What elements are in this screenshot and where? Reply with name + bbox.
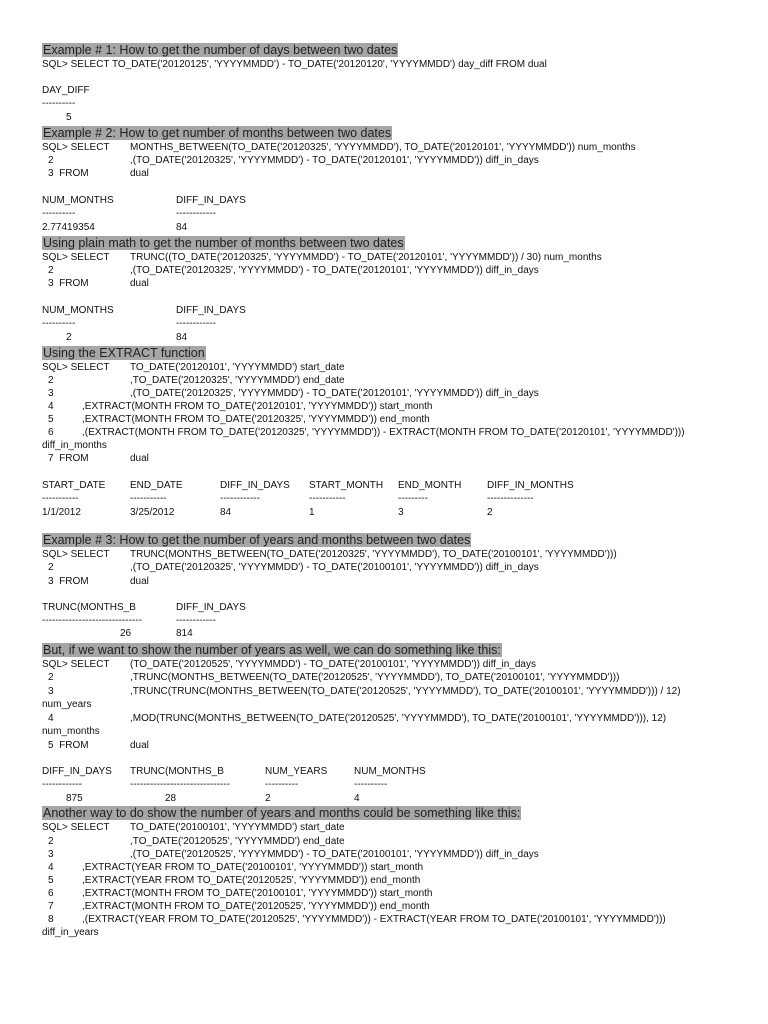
sql-line: TRUNC(MONTHS_BETWEEN(TO_DATE('20120325', 'YYYYMMDD'), TO_DATE('20100101', 'YYYYMMDD'))) [130, 549, 617, 560]
sql-line: ,(TO_DATE('20120325', 'YYYYMMDD') - TO_DATE('20120101', 'YYYYMMDD')) diff_in_days [130, 265, 539, 276]
sql-line: ,(TO_DATE('20120325', 'YYYYMMDD') - TO_DATE('20120101', 'YYYYMMDD')) diff_in_days [130, 155, 539, 166]
column-separator: ------------ [42, 779, 82, 790]
column-header: DIFF_IN_DAYS [176, 195, 246, 206]
sql-prompt: SQL> SELECT [42, 142, 110, 153]
column-header: START_MONTH [309, 480, 384, 491]
sql-line-number: 2 [48, 155, 54, 166]
result-value: 5 [66, 112, 72, 123]
section-heading-plain-math: Using plain math to get the number of months between two dates [43, 236, 404, 250]
sql-line: ,(EXTRACT(YEAR FROM TO_DATE('20120525', 'YYYYMMDD')) - EXTRACT(YEAR FROM TO_DATE('20100101', 'YYYYMMDD'))) [82, 914, 666, 925]
column-header: DIFF_IN_DAYS [176, 602, 246, 613]
result-value: 875 [66, 793, 83, 804]
sql-line: ,EXTRACT(MONTH FROM TO_DATE('20120525', 'YYYYMMDD')) end_month [82, 901, 430, 912]
sql-line: ,(EXTRACT(MONTH FROM TO_DATE('20120325', 'YYYYMMDD')) - EXTRACT(MONTH FROM TO_DATE('20120101', 'YYYYMMDD'))) [82, 427, 685, 438]
column-header: END_DATE [130, 480, 183, 491]
column-header: END_MONTH [398, 480, 462, 491]
sql-line-number: 6 [48, 888, 54, 899]
column-header: DIFF_IN_MONTHS [487, 480, 574, 491]
result-value: 84 [176, 332, 188, 343]
sql-line: ,TRUNC(MONTHS_BETWEEN(TO_DATE('20120525', 'YYYYMMDD'), TO_DATE('20100101', 'YYYYMMDD'))) [130, 672, 620, 683]
sql-line: TRUNC((TO_DATE('20120325', 'YYYYMMDD') - TO_DATE('20120101', 'YYYYMMDD')) / 30) num_months [130, 252, 602, 263]
sql-line: dual [130, 740, 149, 751]
sql-line-number: 3 [48, 388, 54, 399]
sql-line: dual [130, 278, 149, 289]
sql-line-number: 2 [48, 265, 54, 276]
sql-line: ,EXTRACT(MONTH FROM TO_DATE('20100101', 'YYYYMMDD')) start_month [82, 888, 433, 899]
column-separator: -------------- [487, 493, 534, 504]
result-value: 2 [66, 332, 72, 343]
sql-line-number: 5 [48, 875, 54, 886]
sql-line-number: 8 [48, 914, 54, 925]
sql-line: num_years [42, 699, 92, 710]
result-value: 2 [487, 507, 493, 518]
section-heading-years: But, if we want to show the number of years as well, we can do something like this: [43, 643, 501, 657]
sql-line-number: 2 [48, 375, 54, 386]
sql-line: ,(TO_DATE('20120325', 'YYYYMMDD') - TO_DATE('20100101', 'YYYYMMDD')) diff_in_days [130, 562, 539, 573]
sql-line-number: 2 [48, 562, 54, 573]
section-heading-example-3: Example # 3: How to get the number of years and months between two dates [43, 533, 471, 547]
column-header: NUM_MONTHS [42, 305, 114, 316]
sql-line-number: 3 FROM [48, 278, 89, 289]
column-separator: ---------- [265, 779, 299, 790]
column-separator: ------------ [220, 493, 260, 504]
sql-line: dual [130, 168, 149, 179]
sql-line: dual [130, 453, 149, 464]
column-separator: --------- [398, 493, 428, 504]
result-value: 28 [165, 793, 177, 804]
sql-line: TO_DATE('20120101', 'YYYYMMDD') start_date [130, 362, 345, 373]
column-separator: ---------- [42, 98, 76, 109]
column-header: TRUNC(MONTHS_B [130, 766, 224, 777]
section-heading-extract: Using the EXTRACT function [43, 346, 205, 360]
result-value: 1 [309, 507, 315, 518]
sql-line: num_months [42, 726, 100, 737]
result-value: 3 [398, 507, 404, 518]
sql-prompt: SQL> SELECT [42, 659, 110, 670]
sql-prompt: SQL> SELECT [42, 822, 110, 833]
sql-prompt: SQL> SELECT [42, 362, 110, 373]
section-heading-example-1: Example # 1: How to get the number of days between two dates [43, 43, 398, 57]
sql-prompt: SQL> SELECT [42, 549, 110, 560]
section-heading-example-2: Example # 2: How to get number of months between two dates [43, 126, 392, 140]
sql-line: ,TO_DATE('20120525', 'YYYYMMDD') end_date [130, 836, 345, 847]
result-value: 4 [354, 793, 360, 804]
column-separator: ------------------------------ [42, 615, 142, 626]
column-separator: ---------- [42, 318, 76, 329]
column-header: NUM_MONTHS [354, 766, 426, 777]
column-header: DIFF_IN_DAYS [176, 305, 246, 316]
column-header: START_DATE [42, 480, 106, 491]
sql-line: ,EXTRACT(MONTH FROM TO_DATE('20120325', 'YYYYMMDD')) end_month [82, 414, 430, 425]
column-separator: ---------- [42, 208, 76, 219]
result-value: 814 [176, 628, 193, 639]
column-separator: ----------- [130, 493, 167, 504]
sql-line: ,TRUNC(TRUNC(MONTHS_BETWEEN(TO_DATE('20120525', 'YYYYMMDD'), TO_DATE('20100101', 'YYYYMMDD'))) / 12) [130, 686, 681, 697]
result-value: 1/1/2012 [42, 507, 81, 518]
sql-prompt: SQL> SELECT [42, 252, 110, 263]
sql-line-number: 4 [48, 401, 54, 412]
column-header: DAY_DIFF [42, 85, 90, 96]
column-separator: ----------- [42, 493, 79, 504]
sql-line: dual [130, 576, 149, 587]
column-header: TRUNC(MONTHS_B [42, 602, 136, 613]
column-separator: ------------------------------ [130, 779, 230, 790]
sql-line-number: 4 [48, 713, 54, 724]
sql-line-number: 5 FROM [48, 740, 89, 751]
column-header: NUM_MONTHS [42, 195, 114, 206]
sql-line: ,EXTRACT(MONTH FROM TO_DATE('20120101', 'YYYYMMDD')) start_month [82, 401, 433, 412]
sql-line: ,MOD(TRUNC(MONTHS_BETWEEN(TO_DATE('20120525', 'YYYYMMDD'), TO_DATE('20100101', 'YYYYMMDD'))), 12) [130, 713, 667, 724]
sql-line-number: 2 [48, 672, 54, 683]
sql-line-number: 3 [48, 686, 54, 697]
sql-line: diff_in_months [42, 440, 107, 451]
column-separator: ------------ [176, 318, 216, 329]
sql-line: TO_DATE('20100101', 'YYYYMMDD') start_date [130, 822, 345, 833]
sql-line-number: 3 FROM [48, 576, 89, 587]
sql-line: ,EXTRACT(YEAR FROM TO_DATE('20120525', 'YYYYMMDD')) end_month [82, 875, 421, 886]
sql-line: MONTHS_BETWEEN(TO_DATE('20120325', 'YYYYMMDD'), TO_DATE('20120101', 'YYYYMMDD')) num_months [130, 142, 636, 153]
sql-line-number: 7 FROM [48, 453, 89, 464]
sql-line-number: 2 [48, 836, 54, 847]
result-value: 26 [120, 628, 132, 639]
result-value: 84 [176, 222, 188, 233]
column-header: DIFF_IN_DAYS [220, 480, 290, 491]
section-heading-another-way: Another way to do show the number of years and months could be something like this: [43, 806, 521, 820]
result-value: 3/25/2012 [130, 507, 175, 518]
sql-line-number: 5 [48, 414, 54, 425]
sql-line: ,EXTRACT(YEAR FROM TO_DATE('20100101', 'YYYYMMDD')) start_month [82, 862, 424, 873]
column-separator: ------------ [176, 615, 216, 626]
sql-line: ,(TO_DATE('20120325', 'YYYYMMDD') - TO_DATE('20120101', 'YYYYMMDD')) diff_in_days [130, 388, 539, 399]
sql-line: ,(TO_DATE('20120525', 'YYYYMMDD') - TO_DATE('20100101', 'YYYYMMDD')) diff_in_days [130, 849, 539, 860]
sql-line: ,TO_DATE('20120325', 'YYYYMMDD') end_date [130, 375, 345, 386]
column-separator: ---------- [354, 779, 388, 790]
sql-line-number: 6 [48, 427, 54, 438]
sql-line: diff_in_years [42, 927, 99, 938]
sql-line-number: 4 [48, 862, 54, 873]
sql-line-number: 3 FROM [48, 168, 89, 179]
result-value: 2.77419354 [42, 222, 95, 233]
result-value: 84 [220, 507, 232, 518]
column-separator: ----------- [309, 493, 346, 504]
sql-line-number: 3 [48, 849, 54, 860]
column-header: DIFF_IN_DAYS [42, 766, 112, 777]
result-value: 2 [265, 793, 271, 804]
column-header: NUM_YEARS [265, 766, 328, 777]
sql-line: SQL> SELECT TO_DATE('20120125', 'YYYYMMDD') - TO_DATE('20120120', 'YYYYMMDD') day_diff FROM dual [42, 59, 547, 70]
column-separator: ------------ [176, 208, 216, 219]
sql-line-number: 7 [48, 901, 54, 912]
sql-line: (TO_DATE('20120525', 'YYYYMMDD') - TO_DATE('20100101', 'YYYYMMDD')) diff_in_days [130, 659, 536, 670]
